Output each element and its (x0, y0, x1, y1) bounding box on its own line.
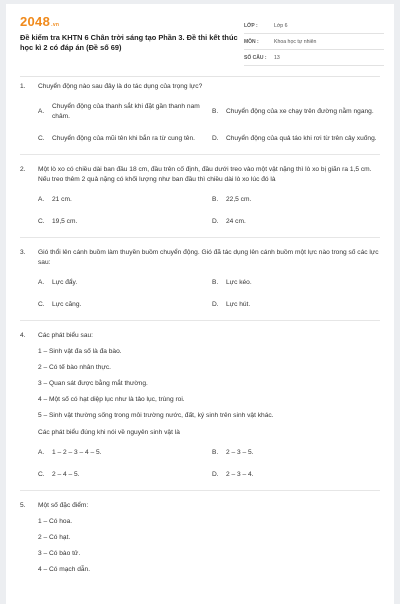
question-divider (20, 320, 380, 321)
option-letter: A. (38, 449, 45, 456)
option-text: Lực căng. (52, 301, 82, 308)
statement: 2 – Có tế bào nhân thực. (38, 364, 111, 371)
header-divider (20, 76, 380, 77)
question-number: 4. (20, 332, 26, 339)
statement-list (38, 347, 380, 421)
meta-row-class (244, 18, 384, 34)
option-letter: C. (38, 301, 45, 308)
logo-brand: 2048 (20, 14, 51, 29)
option-letter: D. (212, 301, 219, 308)
option-c[interactable] (38, 300, 206, 310)
option-text: 2 – 3 – 5. (226, 449, 254, 456)
statement: 3 – Quan sát được bằng mắt thường. (38, 380, 148, 387)
option-b[interactable] (212, 195, 380, 205)
question-number: 1. (20, 83, 26, 90)
statement-list (38, 517, 380, 575)
meta-value: Khoa học tự nhiên (274, 38, 317, 45)
option-c[interactable] (38, 470, 206, 480)
option-text: Lực đẩy. (52, 279, 78, 286)
option-letter: C. (38, 471, 45, 478)
option-text: Lực kéo. (226, 279, 252, 286)
meta-value: 13 (274, 54, 280, 61)
option-text: Lực hút. (226, 301, 251, 308)
option-text: 1 – 2 – 3 – 4 – 5. (52, 449, 102, 456)
question-5 (20, 501, 380, 575)
option-text: 2 – 3 – 4. (226, 471, 254, 478)
option-letter: C. (38, 135, 45, 142)
option-b[interactable] (212, 448, 380, 458)
option-letter: A. (38, 108, 45, 115)
question-list (20, 82, 380, 575)
exam-title: Đề kiểm tra KHTN 6 Chân trời sáng tạo Phần 3. Đề thi kết thúc học kì 2 có đáp án (Đề số 69) (20, 33, 238, 52)
option-a[interactable] (38, 102, 206, 122)
option-text: 24 cm. (226, 218, 246, 225)
option-a[interactable] (38, 448, 206, 458)
option-text: 2 – 4 – 5. (52, 471, 80, 478)
question-text: Gió thổi lên cánh buồm làm thuyền buồm chuyển động. Gió đã tác dụng lên cánh buồm một lực nào trong số các lực sau: (38, 249, 379, 266)
option-d[interactable] (212, 300, 380, 310)
option-text: Chuyển động của quả táo khi rơi từ trên cây xuống. (226, 135, 377, 142)
question-3 (20, 248, 380, 310)
logo-tld: .vn (51, 22, 60, 28)
option-letter: A. (38, 279, 45, 286)
exam-page (6, 4, 394, 604)
question-text: Các phát biểu sau: (38, 332, 93, 339)
question-divider (20, 154, 380, 155)
question-2 (20, 165, 380, 227)
option-text: Chuyển động của xe chạy trên đường nằm ngang. (226, 108, 374, 115)
meta-row-count (244, 50, 384, 66)
option-letter: C. (38, 218, 45, 225)
option-a[interactable] (38, 195, 206, 205)
question-number: 5. (20, 502, 26, 509)
meta-key: MÔN : (244, 38, 259, 45)
statement: 3 – Có bào tử. (38, 550, 81, 557)
meta-row-subject (244, 34, 384, 50)
question-4 (20, 331, 380, 480)
page-header (6, 4, 394, 64)
option-d[interactable] (212, 470, 380, 480)
statement: 1 – Sinh vật đa số là đa bào. (38, 348, 122, 355)
option-c[interactable] (38, 217, 206, 227)
option-b[interactable] (212, 102, 380, 122)
question-number: 2. (20, 166, 26, 173)
exam-meta (244, 18, 384, 66)
statement: 4 – Một số có hạt diệp lục như là tảo lục, trùng roi. (38, 396, 185, 403)
option-d[interactable] (212, 134, 380, 144)
option-text: Chuyển động của mũi tên khi bắn ra từ cung tên. (52, 135, 195, 142)
question-text: Một số đặc điểm: (38, 502, 89, 509)
question-text: Chuyển động nào sau đây là do tác dụng của trọng lực? (38, 83, 203, 90)
question-1 (20, 82, 380, 144)
option-d[interactable] (212, 217, 380, 227)
meta-key: SỐ CÂU : (244, 54, 267, 61)
option-letter: B. (212, 196, 219, 203)
statement: 5 – Sinh vật thường sống trong môi trường nước, đất, ký sinh trên sinh vật khác. (38, 412, 274, 419)
question-prompt: Các phát biểu đúng khi nói về nguyên sinh vật là (38, 429, 180, 436)
meta-value: Lớp 6 (274, 22, 288, 29)
option-letter: D. (212, 135, 219, 142)
question-divider (20, 237, 380, 238)
option-text: Chuyển động của thanh sắt khi đặt gần thanh nam châm. (52, 103, 200, 120)
option-c[interactable] (38, 134, 206, 144)
option-letter: B. (212, 449, 219, 456)
option-a[interactable] (38, 278, 206, 288)
option-text: 19,5 cm. (52, 218, 78, 225)
option-letter: B. (212, 108, 219, 115)
question-text: Một lò xo có chiều dài ban đầu 18 cm, đầu trên cố định, đầu dưới treo vào một vật nặng thì lò xo bị giãn ra 1,5 cm. Nếu treo thêm 2 quả nặng có khối lượng như ban đầu thì chiều dài lò xo lúc đó là (38, 166, 372, 183)
meta-key: LỚP : (244, 22, 258, 29)
statement: 1 – Có hoa. (38, 518, 73, 525)
option-letter: A. (38, 196, 45, 203)
option-letter: D. (212, 218, 219, 225)
option-b[interactable] (212, 278, 380, 288)
statement: 2 – Có hạt. (38, 534, 71, 541)
question-divider (20, 490, 380, 491)
option-text: 22,5 cm. (226, 196, 252, 203)
option-letter: B. (212, 279, 219, 286)
option-text: 21 cm. (52, 196, 72, 203)
statement: 4 – Có mạch dẫn. (38, 566, 91, 573)
option-letter: D. (212, 471, 219, 478)
question-number: 3. (20, 249, 26, 256)
